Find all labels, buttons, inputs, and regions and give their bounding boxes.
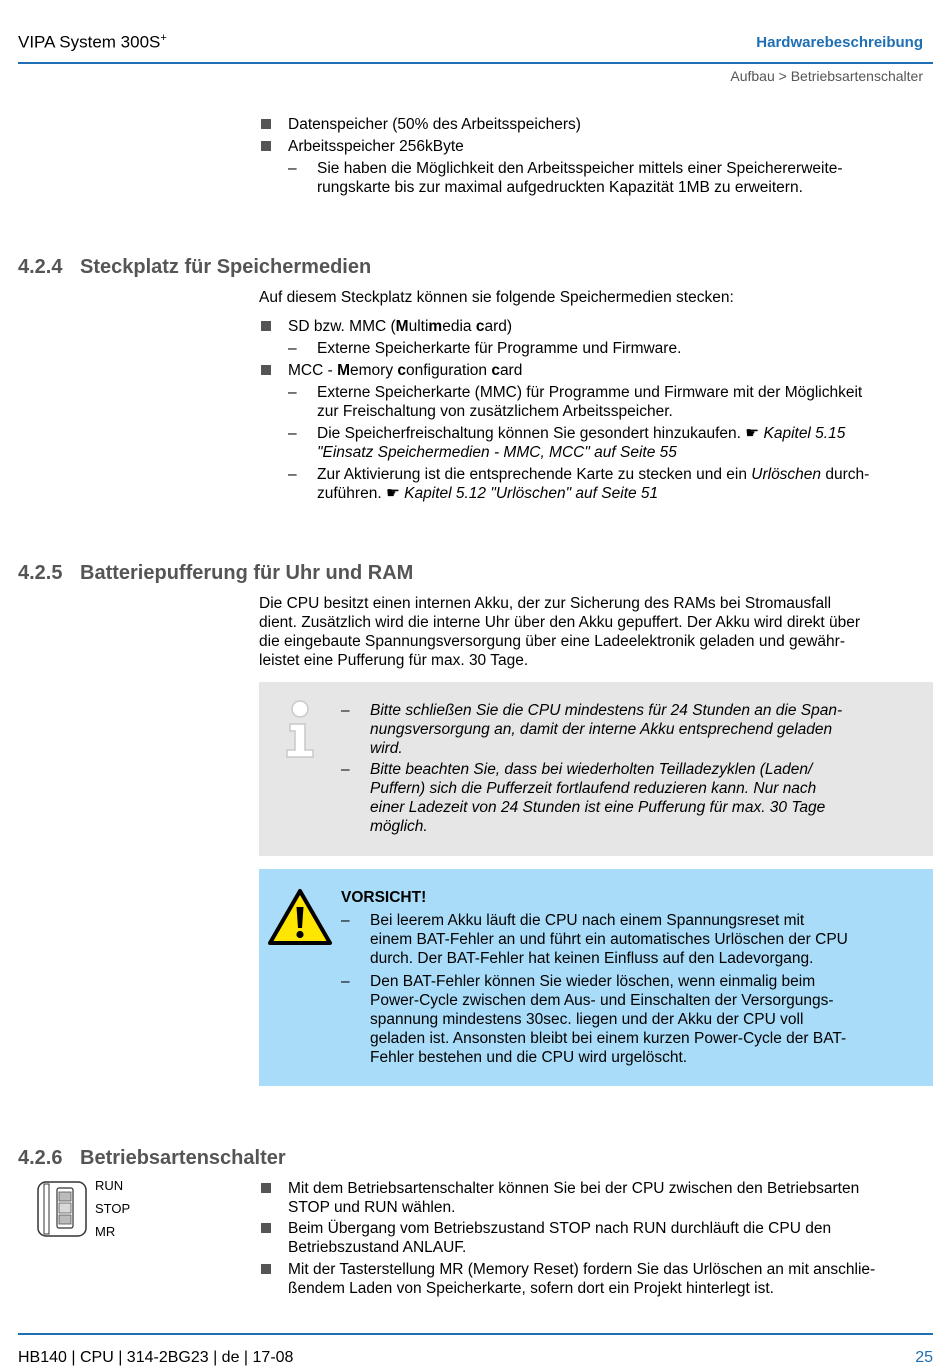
list-item: Arbeitsspeicher 256kByte [288,138,464,155]
paragraph: Auf diesem Steckplatz können sie folgende Speichermedien stecken: [259,289,734,306]
list-item: Mit dem Betriebsartenschalter können Sie bei der CPU zwischen den Betriebsarten STOP und RUN wählen. [288,1180,860,1216]
section-heading: 4.2.5 Batteriepufferung für Uhr und RAM [18,562,414,584]
cross-reference[interactable]: "Einsatz Speichermedien - MMC, MCC" auf Seite 55 [317,444,677,461]
dash-marker: – [341,702,350,719]
sub-list-item: Zur Aktivierung ist die entsprechende Karte zu stecken und ein Urlöschen durch- zuführen. ☛ Kapitel 5.12 "Urlöschen" auf Seite 51 [317,466,870,502]
header-divider [18,62,933,64]
info-icon [280,698,320,760]
bullet-square-icon [261,321,271,331]
dash-marker: – [288,384,297,401]
page-number: 25 [915,1349,933,1366]
warning-item: Bei leerem Akku läuft die CPU nach einem Spannungsreset mit einem BAT-Fehler an und führt ein automatisches Urlöschen der CPU durch. Der BAT-Fehler hat keinen Einfluss auf den Ladevorgang. [370,912,848,967]
warning-icon [267,888,333,946]
dash-marker: – [341,973,350,990]
sub-list-item: Sie haben die Möglichkeit den Arbeitsspeicher mittels einer Speichererweite- rungskarte bis zur maximal aufgedruckten Kapazität 1MB zu erweitern. [317,160,843,196]
switch-label-stop: STOP [95,1201,131,1216]
list-item: Beim Übergang vom Betriebszustand STOP nach RUN durchläuft die CPU den Betriebszustand ANLAUF. [288,1220,832,1256]
dash-marker: – [288,466,297,483]
section-heading: 4.2.6 Betriebsartenschalter [18,1147,286,1169]
sub-list-item: Externe Speicherkarte für Programme und Firmware. [317,340,682,357]
sub-list-item: Die Speicherfreischaltung können Sie gesondert hinzukaufen. ☛ Kapitel 5.15 "Einsatz Speichermedien - MMC, MCC" auf Seite 55 [317,425,846,461]
bullet-square-icon [261,119,271,129]
switch-label-mr: MR [95,1224,116,1239]
list-item: Mit der Tasterstellung MR (Memory Reset) fordern Sie das Urlöschen an mit anschlie- ßendem Laden von Speicherkarte, sofern dort ein Projekt hinterlegt ist. [288,1261,876,1297]
note-item: Bitte schließen Sie die CPU mindestens für 24 Stunden an die Span- nungsversorgung an, damit der interne Akku entsprechend geladen wird. [370,702,843,757]
dash-marker: – [341,912,350,929]
breadcrumb: Aufbau > Betriebsartenschalter [730,68,923,84]
sub-list-item: Externe Speicherkarte (MMC) für Programme und Firmware mit der Möglichkeit zur Freischaltung von zusätzlichem Arbeitsspeicher. [317,384,863,420]
bullet-square-icon [261,1264,271,1274]
paragraph: Die CPU besitzt einen internen Akku, der zur Sicherung des RAMs bei Stromausfall dient. Zusätzlich wird die interne Uhr über den Akku gepuffert. Der Akku wird direkt über die eingebaute Spannungsversorgung über eine Ladeelektronik geladen und gewähr- leistet eine Pufferung für max. 30 Tage. [259,595,861,669]
warning-item: Den BAT-Fehler können Sie wieder löschen, wenn einmalig beim Power-Cycle zwischen dem Aus- und Einschalten der Versorgungs- spannung mindestens 30sec. liegen und der Akku der CPU voll geladen ist. Ansonsten bleibt bei einem kurzen Power-Cycle der BAT- Fehler bestehen und die CPU wird urgelöscht. [370,973,847,1066]
bullet-square-icon [261,141,271,151]
section-heading: 4.2.4 Steckplatz für Speichermedien [18,256,372,278]
mode-switch-icon [36,1180,88,1238]
warning-title: VORSICHT! [341,889,427,906]
switch-label-run: RUN [95,1178,124,1193]
list-item: Datenspeicher (50% des Arbeitsspeichers) [288,116,581,133]
link-arrow-icon: ☛ [385,485,400,502]
bullet-square-icon [261,1183,271,1193]
document-title: VIPA System 300S+ [18,32,167,52]
list-item: SD bzw. MMC (Multimedia card) [288,318,513,335]
cross-reference[interactable]: ☛ Kapitel 5.12 "Urlöschen" auf Seite 51 [385,485,659,502]
bullet-square-icon [261,365,271,375]
bullet-square-icon [261,1223,271,1233]
note-item: Bitte beachten Sie, dass bei wiederholten Teilladezyklen (Laden/ Puffern) sich die Pufferzeit fortlaufend reduzieren kann. Nur nach einer Ladezeit von 24 Stunden ist eine Pufferung für max. 30 Tage möglich. [370,761,826,835]
chapter-title: Hardwarebeschreibung [756,34,923,51]
dash-marker: – [288,340,297,357]
cross-reference[interactable]: ☛ Kapitel 5.15 [745,425,846,442]
footer-document-id: HB140 | CPU | 314-2BG23 | de | 17-08 [18,1349,294,1366]
link-arrow-icon: ☛ [745,425,760,442]
dash-marker: – [288,425,297,442]
list-item: MCC - Memory configuration card [288,362,523,379]
dash-marker: – [288,160,297,177]
dash-marker: – [341,761,350,778]
footer-divider [18,1333,933,1335]
